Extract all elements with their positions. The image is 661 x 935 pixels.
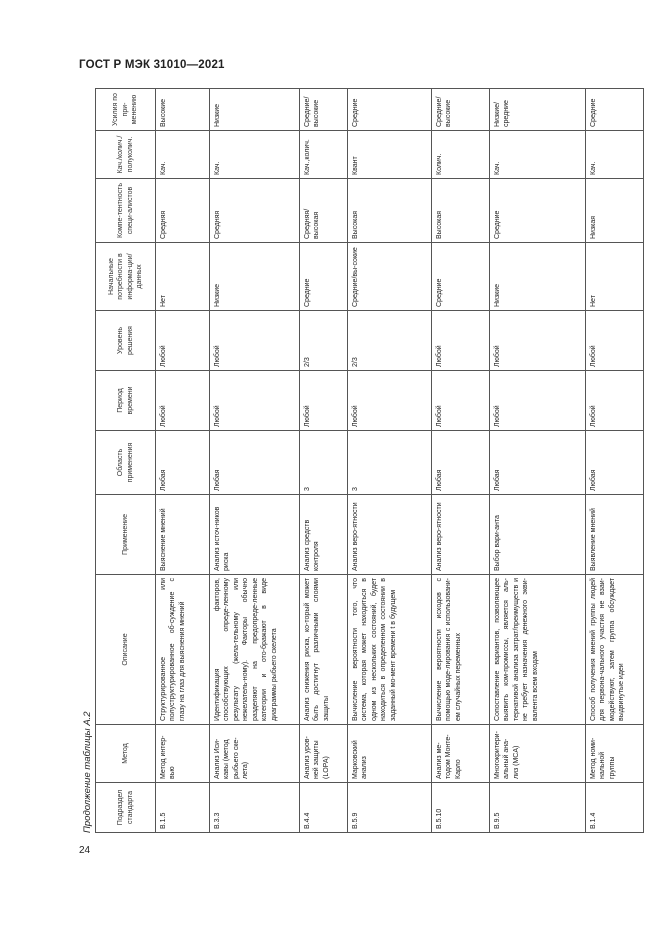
table-cell: Средние <box>300 243 348 311</box>
table-cell: 3 <box>348 431 432 495</box>
table-cell: В.1.4 <box>586 783 644 833</box>
table-row <box>348 89 432 833</box>
table-cell: Любая <box>490 431 586 495</box>
table-cell: Средняя <box>210 179 300 243</box>
table-cell: Кач. <box>490 131 586 179</box>
table-cell: Низкие <box>210 243 300 311</box>
table-cell: Любой <box>432 371 490 431</box>
col-header: Кач./колич./полуколич. <box>96 131 156 179</box>
col-header: Усилия по при-менению <box>96 89 156 131</box>
table-cell: 2/3 <box>348 311 432 371</box>
col-header: Метод <box>96 725 156 783</box>
table-cell: В.4.4 <box>300 783 348 833</box>
table-cell: Любой <box>490 311 586 371</box>
table-cell: Низкие <box>490 243 586 311</box>
table-cell: Идентификация факторов, способствующих опреде-ленному результату (жела-тельному или нежелатель-ному). Факторы обычно разделяют на предопреде-ленные категории и ото-бражают в виде диаграммы рыбьего скелета <box>210 575 300 725</box>
table-cell: Высокая <box>348 179 432 243</box>
table-cell: Нет <box>156 243 210 311</box>
table-cell: Любой <box>586 371 644 431</box>
table-cell: Высокая <box>432 179 490 243</box>
table-cell: Любой <box>300 371 348 431</box>
table-row <box>300 89 348 833</box>
col-header: Уровень решения <box>96 311 156 371</box>
table-cell: Структурированное или полуструктурированное об-суждение с глазу на глаз для выяснения мнений <box>156 575 210 725</box>
table-cell: Анализ уров-ней защиты (LOPA) <box>300 725 348 783</box>
table-row <box>432 89 490 833</box>
table-cell: Любой <box>490 371 586 431</box>
table-cell: Способ получения мнений группы людей для первона-чального участия не взаи-модействуют, затем группа обсуждает выдвинутые идеи <box>586 575 644 725</box>
table-cell: Анализ веро-ятности <box>432 495 490 575</box>
col-header: Компе-тентность специ-алистов <box>96 179 156 243</box>
page-header: ГОСТ Р МЭК 31010—2021 <box>79 59 225 71</box>
table-header-row <box>96 89 156 833</box>
col-header: Подраздел стандарта <box>96 783 156 833</box>
table-cell: Низкие <box>210 89 300 131</box>
table-cell: В.9.5 <box>490 783 586 833</box>
table-cell: Марковский анализ <box>348 725 432 783</box>
table-row <box>586 89 644 833</box>
table-cell: Любой <box>156 311 210 371</box>
table-cell: Метод интер-вью <box>156 725 210 783</box>
table-cell: Выявление мнений <box>586 495 644 575</box>
table-cell: Средние <box>348 89 432 131</box>
table-cell: Вычисление вероятности того, что система, которая может находиться в одном из нескольких состояний, будет находиться в определенном состоянии в заданный мо-мент времени t в будущем <box>348 575 432 725</box>
table-cell: В.5.9 <box>348 783 432 833</box>
table-cell: Средняя <box>156 179 210 243</box>
table-cell: Многокритери-альный ана-лиз (MCA) <box>490 725 586 783</box>
table-cell: Анализ Иси-кавы (метод рыбьего ске-лета) <box>210 725 300 783</box>
page-number: 24 <box>79 845 91 856</box>
table-cell: Низкие/средние <box>490 89 586 131</box>
table-cell: 3 <box>300 431 348 495</box>
table-cell: Низкая <box>586 179 644 243</box>
table-cell: Любая <box>432 431 490 495</box>
table-cell: В.5.10 <box>432 783 490 833</box>
table-cell: Средние/вы-сокие <box>348 243 432 311</box>
table-cell: Колич. <box>432 131 490 179</box>
table-cell: Средние/высокие <box>432 89 490 131</box>
table-cell: Кач. <box>586 131 644 179</box>
table-cell: В.3.3 <box>210 783 300 833</box>
table-cell: Любой <box>156 371 210 431</box>
table-cell: Кач. <box>210 131 300 179</box>
table-cell: Кач. <box>156 131 210 179</box>
table-cell: Метод номи-нальной группы <box>586 725 644 783</box>
col-header: Применение <box>96 495 156 575</box>
table-cell: Выяснение мнений <box>156 495 210 575</box>
table-cell: Анализ средств контроля <box>300 495 348 575</box>
table-row <box>210 89 300 833</box>
table-cell: В.1.5 <box>156 783 210 833</box>
table-cell: Средние <box>432 243 490 311</box>
table-cell: Анализ веро-ятности <box>348 495 432 575</box>
table-row <box>156 89 210 833</box>
col-header: Область применения <box>96 431 156 495</box>
rotated-content <box>82 89 626 833</box>
table-cell: Кач.,колич. <box>300 131 348 179</box>
table-cell: Высокие <box>156 89 210 131</box>
table-cell: Сопоставление вариантов, позволяющее выявить ком-промиссы, является аль-тернативой анализа затрат/преимуществ и не требует назначения денежного экви-валента всем входам <box>490 575 586 725</box>
table-cell: Любая <box>156 431 210 495</box>
table-cell: Квант <box>348 131 432 179</box>
table-cell: Любой <box>210 311 300 371</box>
table-cell: Любой <box>432 311 490 371</box>
table-cell: Средние <box>586 89 644 131</box>
table-cell: Выбор вари-анта <box>490 495 586 575</box>
table-cell: 2/3 <box>300 311 348 371</box>
table-cell: Анализ источ-ников риска <box>210 495 300 575</box>
table-cell: Любой <box>586 311 644 371</box>
col-header: Период времени <box>96 371 156 431</box>
table-cell: Любая <box>586 431 644 495</box>
table-cell: Средняя/высокая <box>300 179 348 243</box>
col-header: Начальные потребности в информа-ции/данных <box>96 243 156 311</box>
table-row <box>490 89 586 833</box>
table-caption: Продолжение таблицы А.2 <box>82 711 93 833</box>
table-cell: Вычисление вероятности исходов с помощью моде-лирования с использовани-ем случайных переменных <box>432 575 490 725</box>
table-cell: Анализ снижения риска, ко-торый может быть достигнут различными слоями защиты <box>300 575 348 725</box>
table-cell: Любой <box>210 371 300 431</box>
methods-table <box>95 88 644 833</box>
table-cell: Средние/высокие <box>300 89 348 131</box>
table-cell: Анализ ме-тодом Монте-Карло <box>432 725 490 783</box>
col-header: Описание <box>96 575 156 725</box>
rotated-table-area <box>82 89 626 833</box>
table-cell: Нет <box>586 243 644 311</box>
table-cell: Любой <box>348 371 432 431</box>
table-cell: Любая <box>210 431 300 495</box>
table-cell: Средние <box>490 179 586 243</box>
